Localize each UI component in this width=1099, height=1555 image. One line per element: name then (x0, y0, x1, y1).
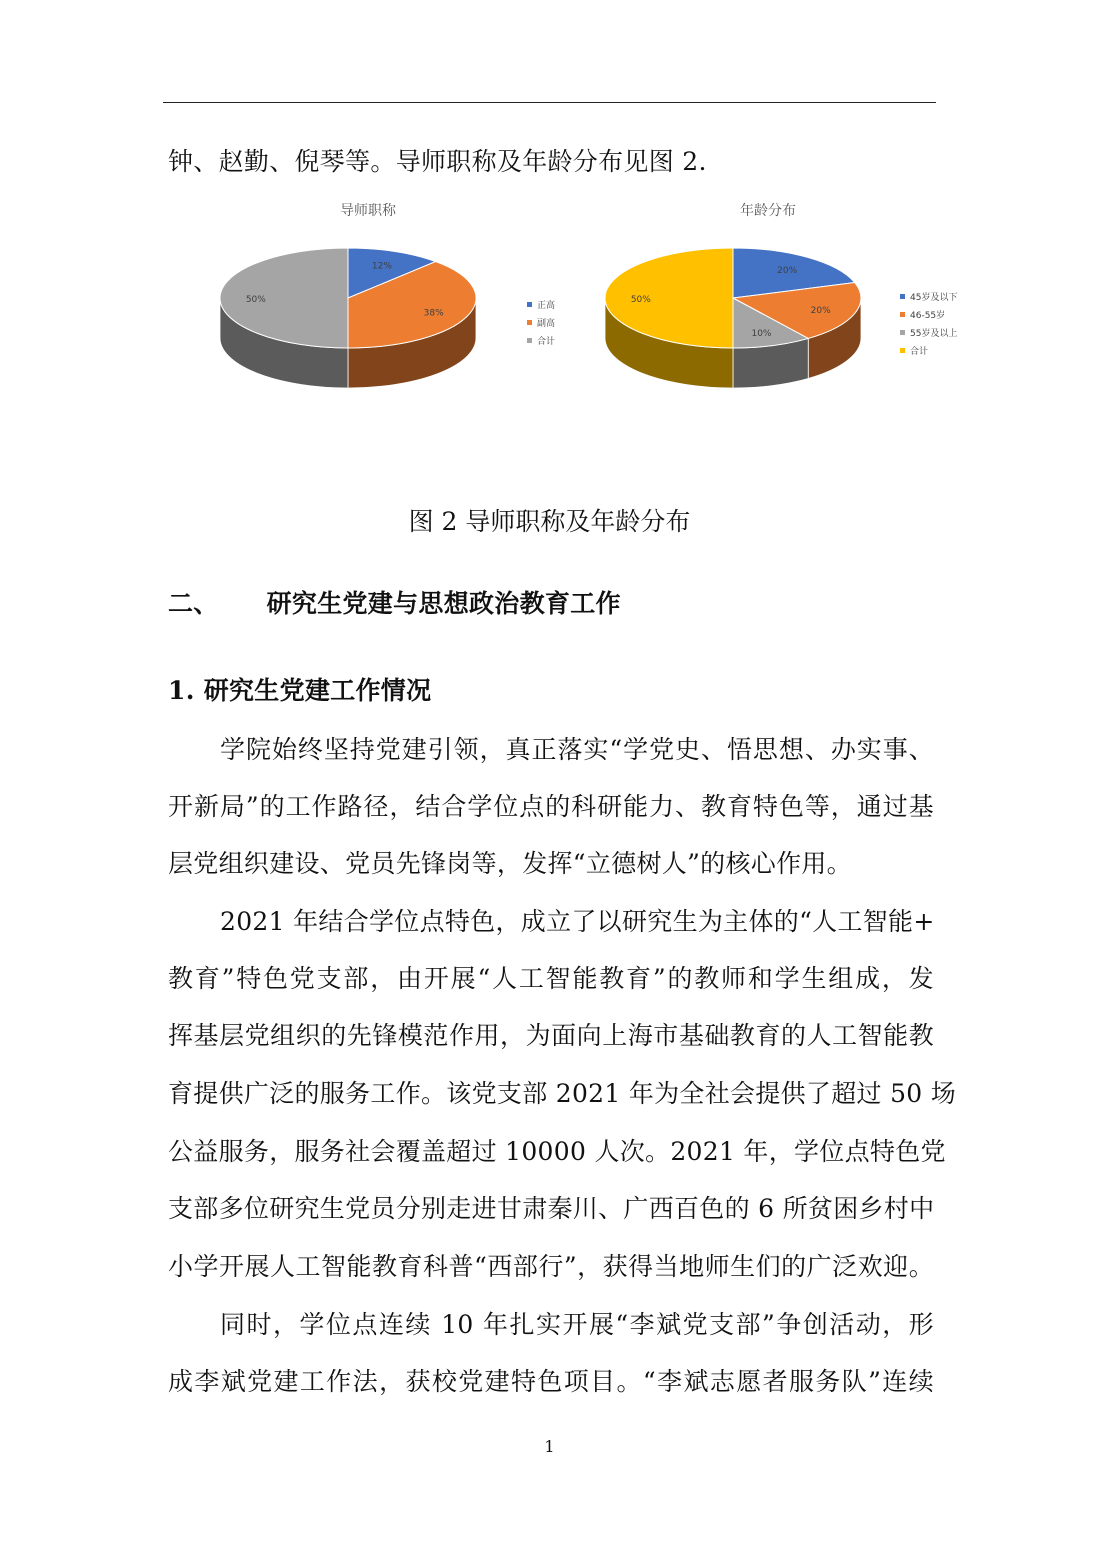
legend-item (900, 341, 957, 359)
pie-chart-age (590, 235, 880, 415)
paragraph-line: 学院始终坚持党建引领，真正落实“学党史、悟思想、办实事、 (220, 735, 934, 764)
legend-swatch (900, 330, 905, 335)
pie-data-label: 12% (371, 261, 392, 272)
section-number: 二、 (168, 589, 219, 618)
pie-data-label: 20% (777, 265, 798, 276)
legend-label: 副高 (537, 318, 556, 329)
paragraph-line: 层党组织建设、党员先锋岗等，发挥“立德树人”的核心作用。 (168, 849, 852, 878)
intro-line: 钟、赵勤、倪琴等。导师职称及年龄分布见图 2. (168, 147, 707, 176)
legend-swatch (900, 348, 905, 353)
legend-label: 合计 (537, 336, 556, 347)
pie-data-label: 38% (423, 308, 444, 319)
legend-swatch (900, 312, 905, 317)
legend-item (900, 323, 957, 341)
legend-label: 46-55岁 (910, 310, 946, 321)
paragraph-line: 教育”特色党支部，由开展“人工智能教育”的教师和学生组成，发 (168, 964, 934, 993)
pie-data-label: 10% (751, 329, 772, 340)
legend-item (527, 331, 555, 349)
paragraph-line: 育提供广泛的服务工作。该党支部 2021 年为全社会提供了超过 50 场 (168, 1079, 957, 1108)
figure-caption: 图 2 导师职称及年龄分布 (408, 507, 691, 536)
legend-item (900, 305, 957, 323)
header-rule (163, 102, 936, 103)
chart-title-title: 导师职称 (340, 203, 396, 219)
legend-swatch (527, 320, 532, 325)
legend-item (527, 295, 555, 313)
paragraph-line: 公益服务，服务社会覆盖超过 10000 人次。2021 年，学位点特色党 (168, 1137, 946, 1166)
pie-chart-title (205, 235, 495, 415)
subsection-heading: 1. 研究生党建工作情况 (168, 676, 432, 705)
pie-data-label: 20% (810, 306, 831, 317)
legend-swatch (900, 294, 905, 299)
section-title: 研究生党建与思想政治教育工作 (266, 589, 621, 618)
legend-label: 正高 (537, 300, 556, 311)
legend-item (527, 313, 555, 331)
legend-title (527, 295, 555, 349)
paragraph-line: 开新局”的工作路径，结合学位点的科研能力、教育特色等，通过基 (168, 792, 934, 821)
paragraph-line: 支部多位研究生党员分别走进甘肃秦川、广西百色的 6 所贫困乡村中 (168, 1194, 935, 1223)
pie-data-label: 50% (245, 295, 266, 305)
legend-swatch (527, 302, 532, 307)
legend-item (900, 287, 957, 305)
paragraph-line: 同时，学位点连续 10 年扎实开展“李斌党支部”争创活动，形 (220, 1310, 934, 1339)
section-heading (168, 588, 934, 620)
page-number: 1 (544, 1437, 555, 1456)
paragraph-line: 小学开展人工智能教育科普“西部行”，获得当地师生们的广泛欢迎。 (168, 1252, 934, 1281)
pie-data-label: 50% (630, 295, 651, 305)
paragraph-line: 成李斌党建工作法，获校党建特色项目。“李斌志愿者服务队”连续 (168, 1367, 934, 1396)
legend-swatch (527, 338, 532, 343)
legend-label: 合计 (910, 346, 929, 357)
paragraph-line: 挥基层党组织的先锋模范作用，为面向上海市基础教育的人工智能教 (168, 1021, 934, 1050)
legend-label: 45岁及以下 (910, 292, 958, 303)
chart-title-age: 年龄分布 (740, 203, 796, 219)
paragraph-line: 2021 年结合学位点特色，成立了以研究生为主体的“人工智能+ (220, 907, 935, 936)
legend-label: 55岁及以上 (910, 328, 958, 339)
legend-age (900, 287, 957, 359)
